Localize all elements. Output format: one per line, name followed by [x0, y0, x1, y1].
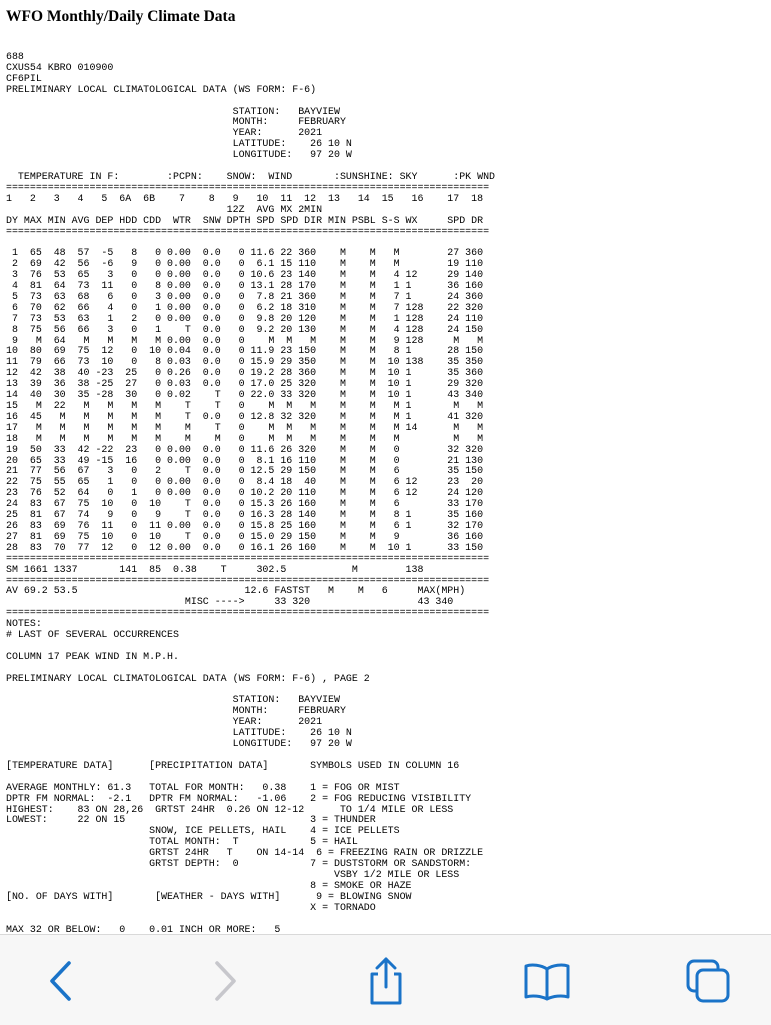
report-line: 19 50 33 42 -22 23 0 0.00 0.0 0 11.6 26 320 M M 0 32 320 — [6, 443, 484, 455]
report-line: LOWEST: 22 ON 15 3 = THUNDER — [6, 814, 376, 826]
report-line: 18 M M M M M M M M 0 M M M M M M M M — [6, 432, 484, 444]
report-line: PRELIMINARY LOCAL CLIMATOLOGICAL DATA (WS FORM: F-6) — [6, 83, 317, 95]
report-line: 14 40 30 35 -28 30 0 0.02 T 0 22.0 33 320 M M 10 1 43 340 — [6, 389, 484, 401]
report-line: PRELIMINARY LOCAL CLIMATOLOGICAL DATA (WS FORM: F-6) , PAGE 2 — [6, 672, 370, 684]
report-line: 21 77 56 67 3 0 2 T 0.0 0 12.5 29 150 M M 6 35 150 — [6, 465, 484, 477]
back-button[interactable] — [34, 953, 90, 1009]
tabs-button[interactable] — [680, 953, 736, 1009]
report-line: 17 M M M M M M M T 0 M M M M M M 14 M M — [6, 421, 484, 433]
report-line: CF6PIL — [6, 72, 42, 84]
report-line — [6, 96, 495, 107]
report-line: ================================================================================= — [6, 574, 490, 586]
report-line: LONGITUDE: 97 20 W — [6, 149, 352, 161]
report-line: LATITUDE: 26 10 N — [6, 138, 352, 150]
report-line: DY MAX MIN AVG DEP HDD CDD WTR SNW DPTH SPD SPD DIR MIN PSBL S-S WX SPD DR — [6, 214, 484, 226]
report-line: 8 = SMOKE OR HAZE — [6, 879, 412, 891]
bookmarks-button[interactable] — [519, 953, 575, 1009]
report-line: 16 45 M M M M M T 0.0 0 12.8 32 320 M M M 1 41 320 — [6, 410, 484, 422]
report-line: LATITUDE: 26 10 N — [6, 727, 352, 739]
report-line: 688 — [6, 51, 24, 62]
report-line: 5 73 63 68 6 0 3 0.00 0.0 0 7.8 21 360 M M 7 1 24 360 — [6, 290, 484, 302]
report-line: ================================================================================= — [6, 552, 490, 564]
report-line: [NO. OF DAYS WITH] [WEATHER - DAYS WITH] 9 = BLOWING SNOW — [6, 890, 412, 902]
forward-button[interactable] — [196, 953, 252, 1009]
report-line: 13 39 36 38 -25 27 0 0.03 0.0 0 17.0 25 320 M M 10 1 29 320 — [6, 378, 484, 390]
report-line: TOTAL MONTH: T 5 = HAIL — [6, 836, 358, 848]
report-line: 1 65 48 57 -5 8 0 0.00 0.0 0 11.6 22 360 M M M 27 360 — [6, 247, 484, 259]
forward-chevron-icon — [209, 960, 239, 1002]
report-line: 25 81 67 74 9 0 9 T 0.0 0 16.3 28 140 M M 8 1 35 160 — [6, 509, 484, 521]
share-icon — [364, 956, 408, 1006]
report-line — [6, 914, 495, 925]
report-line: NOTES: — [6, 618, 42, 630]
report-line: COLUMN 17 PEAK WIND IN M.P.H. — [6, 650, 179, 662]
report-line: 3 76 53 65 3 0 0 0.00 0.0 0 10.6 23 140 M M 4 12 29 140 — [6, 269, 484, 281]
report-line: 9 M 64 M M M M 0.00 0.0 0 M M M M M 9 128 M M — [6, 334, 484, 346]
report-line: 4 81 64 73 11 0 8 0.00 0.0 0 13.1 28 170 M M 1 1 36 160 — [6, 280, 484, 292]
share-button[interactable] — [358, 953, 414, 1009]
report-line: 28 83 70 77 12 0 12 0.00 0.0 0 16.1 26 160 M M 10 1 33 150 — [6, 541, 484, 553]
back-chevron-icon — [47, 960, 77, 1002]
report-line: 27 81 69 75 10 0 10 T 0.0 0 15.0 29 150 M M 9 36 160 — [6, 530, 484, 542]
report-line: 15 M 22 M M M M T T 0 M M M M M M 1 M M — [6, 400, 484, 411]
report-line: 12 42 38 40 -23 25 0 0.26 0.0 0 19.2 28 360 M M 10 1 35 360 — [6, 367, 484, 379]
report-line: 1 2 3 4 5 6A 6B 7 8 9 10 11 12 13 14 15 16 17 18 — [6, 192, 484, 204]
report-line: ================================================================================= — [6, 181, 490, 193]
report-line: TEMPERATURE IN F: :PCPN: SNOW: WIND :SUNSHINE: SKY :PK WND — [6, 170, 496, 182]
report-line: MISC ----> 33 320 43 340 — [6, 596, 454, 608]
report-line: 6 70 62 66 4 0 1 0.00 0.0 0 6.2 18 310 M M 7 128 22 320 — [6, 301, 484, 313]
report-line: 22 75 55 65 1 0 0 0.00 0.0 0 8.4 18 40 M M 6 12 23 20 — [6, 476, 484, 488]
report-line: ================================================================================= — [6, 225, 490, 237]
report-line: GRTST 24HR T ON 14-14 6 = FREEZING RAIN OR DRIZZLE — [6, 847, 484, 859]
report-line: 23 76 52 64 0 1 0 0.00 0.0 0 10.2 20 110 M M 6 12 24 120 — [6, 487, 484, 499]
report-line: AV 69.2 53.5 12.6 FASTST M M 6 MAX(MPH) — [6, 585, 466, 597]
report-line: X = TORNADO — [6, 901, 376, 913]
climate-report — [6, 52, 495, 935]
report-line: YEAR: 2021 — [6, 716, 323, 728]
report-line: CXUS54 KBRO 010900 — [6, 61, 114, 73]
report-line: HIGHEST: 83 ON 28,26 GRTST 24HR 0.26 ON 12-12 TO 1/4 MILE OR LESS — [6, 803, 454, 815]
report-line: SNOW, ICE PELLETS, HAIL 4 = ICE PELLETS — [6, 825, 400, 837]
report-line: MONTH: FEBRUARY — [6, 705, 346, 717]
report-line: VSBY 1/2 MILE OR LESS — [6, 868, 460, 880]
report-line: # LAST OF SEVERAL OCCURRENCES — [6, 629, 179, 641]
report-line: AVERAGE MONTHLY: 61.3 TOTAL FOR MONTH: 0.38 1 = FOG OR MIST — [6, 781, 400, 793]
report-line: 7 73 53 63 1 2 0 0.00 0.0 0 9.8 20 120 M M 1 128 24 110 — [6, 312, 484, 324]
report-line: [TEMPERATURE DATA] [PRECIPITATION DATA] SYMBOLS USED IN COLUMN 16 — [6, 759, 460, 771]
report-line: 11 79 66 73 10 0 8 0.03 0.0 0 15.9 29 350 M M 10 138 35 350 — [6, 356, 484, 368]
browser-toolbar — [0, 934, 771, 1025]
report-line: SM 1661 1337 141 85 0.38 T 302.5 M 138 — [6, 563, 424, 575]
report-line: 26 83 69 76 11 0 11 0.00 0.0 0 15.8 25 160 M M 6 1 32 170 — [6, 519, 484, 531]
report-line: STATION: BAYVIEW — [6, 105, 340, 117]
report-line: 20 65 33 49 -15 16 0 0.00 0.0 0 8.1 16 110 M M 0 21 130 — [6, 454, 484, 466]
report-line: 10 80 69 75 12 0 10 0.04 0.0 0 11.9 23 150 M M 8 1 28 150 — [6, 345, 484, 357]
tabs-icon — [684, 957, 732, 1005]
report-line: DPTR FM NORMAL: -2.1 DPTR FM NORMAL: -1.06 2 = FOG REDUCING VISIBILITY — [6, 792, 472, 804]
report-line: LONGITUDE: 97 20 W — [6, 738, 352, 750]
report-line: STATION: BAYVIEW — [6, 694, 340, 706]
report-line: MAX 32 OR BELOW: 0 0.01 INCH OR MORE: 5 — [6, 923, 281, 935]
report-line: ================================================================================= — [6, 607, 490, 619]
report-line: MONTH: FEBRUARY — [6, 116, 346, 128]
page-title: WFO Monthly/Daily Climate Data — [6, 8, 236, 25]
report-line: 2 69 42 56 -6 9 0 0.00 0.0 0 6.1 15 110 M M M 19 110 — [6, 258, 484, 270]
report-line: GRTST DEPTH: 0 7 = DUSTSTORM OR SANDSTORM: — [6, 858, 472, 870]
report-line: 24 83 67 75 10 0 10 T 0.0 0 15.3 26 160 M M 6 33 170 — [6, 498, 484, 510]
bookmarks-book-icon — [522, 961, 572, 1001]
report-line: 8 75 56 66 3 0 1 T 0.0 0 9.2 20 130 M M 4 128 24 150 — [6, 323, 484, 335]
report-line: 12Z AVG MX 2MIN — [6, 203, 323, 215]
report-line: YEAR: 2021 — [6, 127, 323, 139]
